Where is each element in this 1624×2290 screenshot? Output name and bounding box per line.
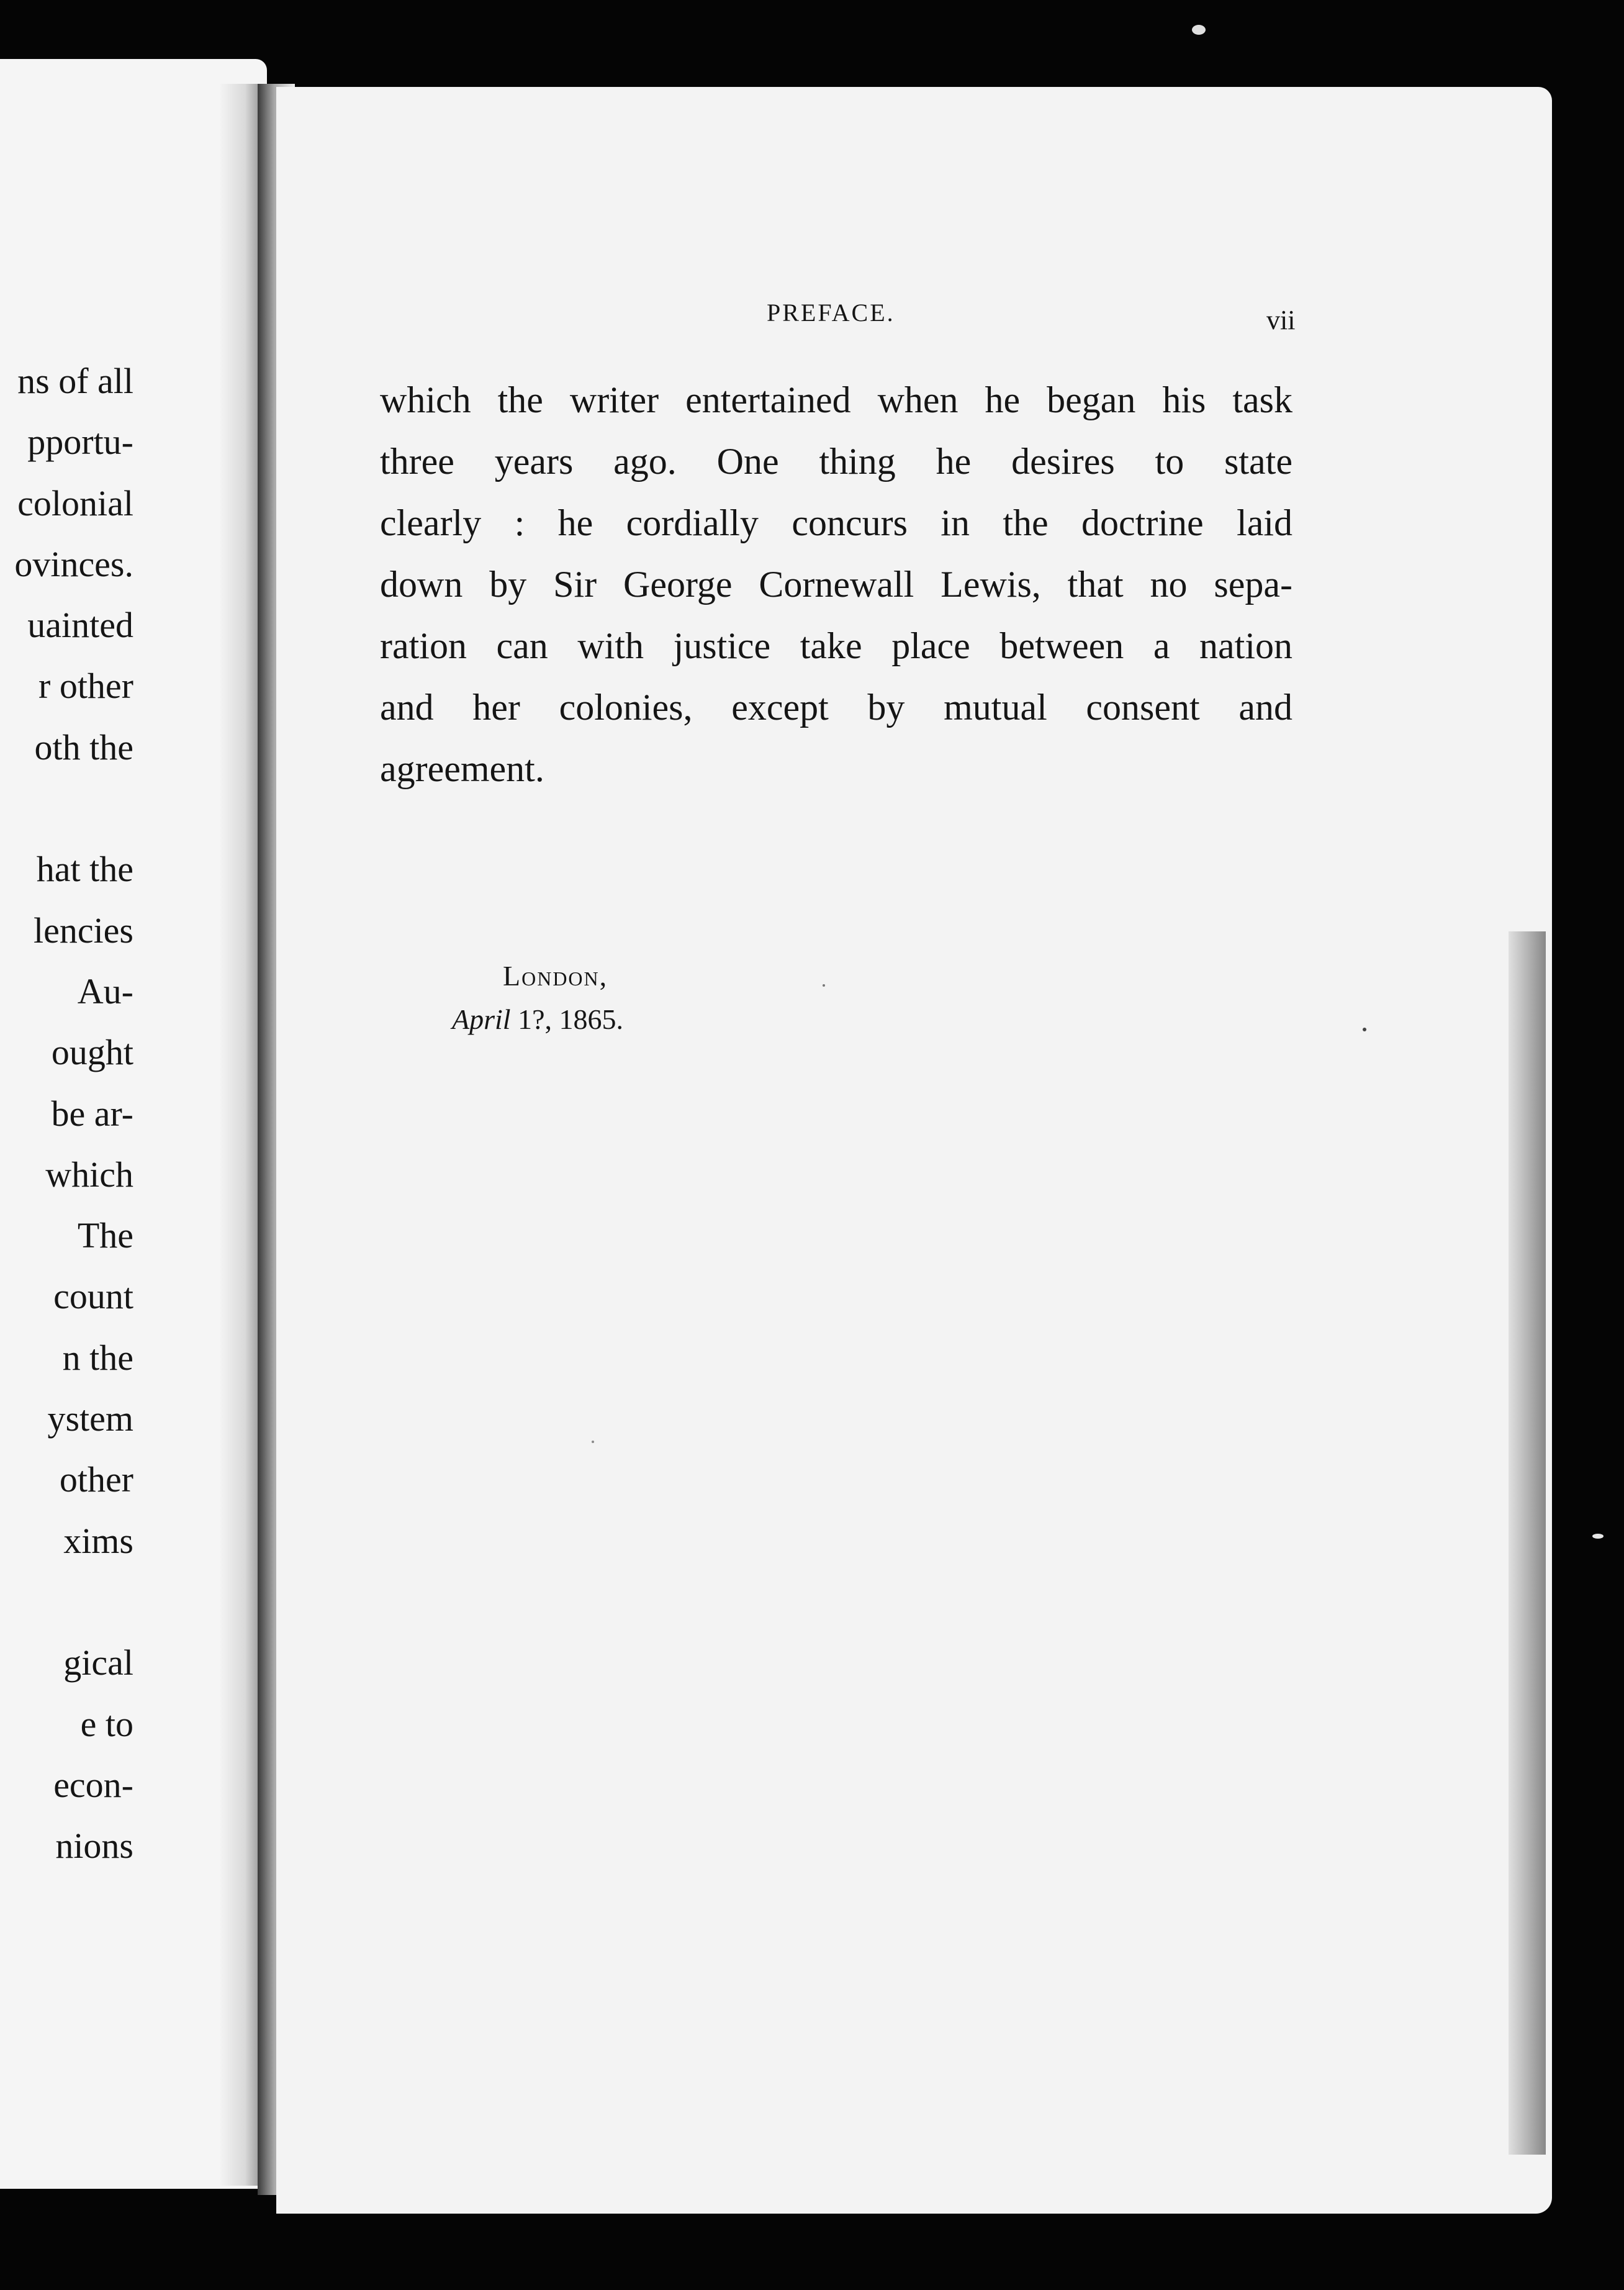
left-page-line: ought xyxy=(51,1032,133,1073)
left-page-line: lencies xyxy=(33,910,133,951)
date-rest: 1?, 1865. xyxy=(518,1003,623,1035)
page-number: vii xyxy=(1266,305,1296,335)
paper-speck xyxy=(592,1441,594,1443)
paper-speck xyxy=(823,984,825,987)
text-line: agreement. xyxy=(380,748,544,789)
paper-speck xyxy=(1363,1028,1366,1031)
left-page-line: uainted xyxy=(27,605,133,646)
left-page-line: oth the xyxy=(34,726,133,767)
left-page-line: colonial xyxy=(17,482,133,523)
left-page-line: which xyxy=(45,1154,133,1195)
left-page-line: e to xyxy=(80,1703,133,1744)
left-page-line: ns of all xyxy=(17,361,133,401)
left-page-text xyxy=(0,351,133,1876)
text-line: three years ago. One thing he desires to state xyxy=(380,441,1292,482)
preface-paragraph xyxy=(380,369,1292,800)
left-page-line: other xyxy=(59,1459,133,1500)
left-page-line: econ- xyxy=(53,1764,133,1805)
left-page-line: pportu- xyxy=(27,422,133,463)
left-page-line: xims xyxy=(63,1520,133,1561)
left-page-line: ovinces. xyxy=(14,543,133,584)
left-page-line: r other xyxy=(38,666,133,707)
left-page-paragraph-gap xyxy=(0,778,133,839)
text-line: down by Sir George Cornewall Lewis, that no sepa- xyxy=(380,564,1292,605)
left-page-paragraph-gap xyxy=(0,1572,133,1632)
left-page-line: gical xyxy=(63,1642,133,1683)
left-page-line: count xyxy=(53,1276,133,1317)
paper-speck xyxy=(1592,1534,1604,1539)
page-fore-edge xyxy=(1509,931,1546,2155)
running-head: PREFACE. xyxy=(767,299,895,327)
left-page-line: be ar- xyxy=(51,1093,133,1134)
left-page-line: The xyxy=(77,1215,133,1256)
text-line: ration can with justice take place between a nation xyxy=(380,625,1292,666)
left-page-line: ystem xyxy=(47,1398,133,1439)
left-page-line: nions xyxy=(55,1826,133,1867)
left-page-line: hat the xyxy=(36,849,133,890)
date-month: April xyxy=(452,1003,511,1035)
text-line: clearly : he cordially concurs in the doctrine laid xyxy=(380,502,1292,543)
signature-place: London, xyxy=(503,960,608,992)
left-page-line: n the xyxy=(62,1337,133,1378)
text-line: which the writer entertained when he began his task xyxy=(380,379,1292,420)
signature-date xyxy=(452,1003,623,1036)
left-page-line: Au- xyxy=(77,971,133,1011)
paper-speck xyxy=(1192,25,1206,35)
text-line: and her colonies, except by mutual consent and xyxy=(380,687,1292,728)
